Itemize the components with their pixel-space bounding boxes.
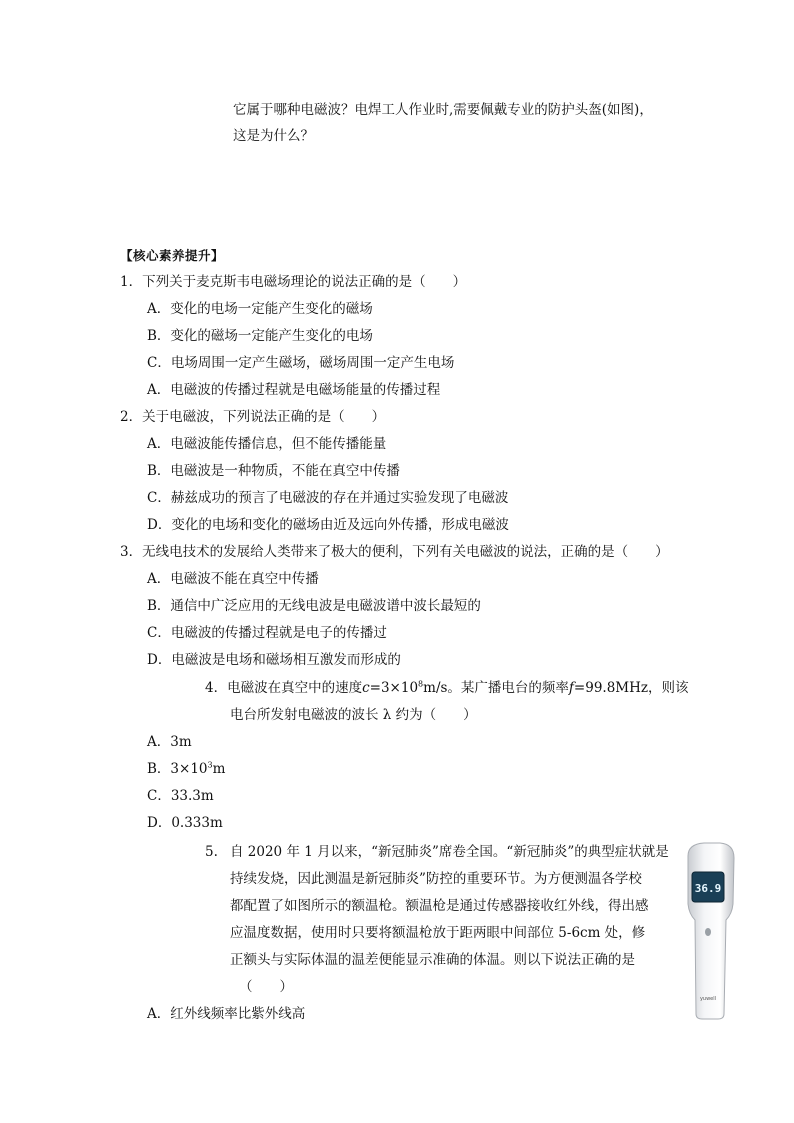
- question-4-stem-line-1: [205, 678, 689, 698]
- question-4-option-b-exp: 3: [207, 760, 213, 770]
- question-4-text-mid: m/s。某广播电台的频率: [423, 680, 569, 696]
- question-2-stem: 2．关于电磁波，下列说法正确的是（ ）: [120, 409, 386, 425]
- question-1-option-a: A．变化的电场一定能产生变化的磁场: [147, 301, 373, 317]
- question-4-eq1: =3×10: [369, 680, 419, 696]
- question-4-number: 4．: [205, 680, 228, 696]
- question-5-line-2: 持续发烧，因此测温是新冠肺炎”防控的重要环节。为方便测温各学校: [230, 871, 642, 887]
- question-2-option-d: D．变化的电场和变化的磁场由近及远向外传播，形成电磁波: [147, 517, 509, 533]
- question-5-line-4: 应温度数据，使用时只要将额温枪放于距两眼中间部位 5-6cm 处，修: [230, 925, 646, 941]
- question-3-stem: 3．无线电技术的发展给人类带来了极大的便利，下列有关电磁波的说法，正确的是（ ）: [120, 544, 669, 560]
- question-4-option-c: C．33.3m: [147, 788, 214, 804]
- question-3-option-c: C．电磁波的传播过程就是电子的传播过: [147, 625, 387, 641]
- intro-line-2: 这是为什么？: [233, 128, 314, 144]
- question-4-option-b: [147, 759, 225, 779]
- question-5-line-3: 都配置了如图所示的额温枪。额温枪是通过传感器接收红外线，得出感: [230, 898, 649, 914]
- symbol-f: f: [568, 680, 574, 696]
- question-2-option-c: C．赫兹成功的预言了电磁波的存在并通过实验发现了电磁波: [147, 490, 509, 506]
- question-3-option-a: A．电磁波不能在真空中传播: [147, 571, 319, 587]
- question-4-option-a: A．3m: [147, 734, 192, 750]
- intro-line-1: 它属于哪种电磁波？电焊工人作业时,需要佩戴专业的防护头盔(如图)，: [233, 102, 653, 118]
- question-2-option-b: B．电磁波是一种物质，不能在真空中传播: [147, 463, 400, 479]
- question-4-eq2: =99.8MHz，则该: [573, 680, 689, 696]
- thermometer-brand: yuwell: [699, 996, 717, 1002]
- question-2-option-a: A．电磁波能传播信息，但不能传播能量: [147, 436, 387, 452]
- thermometer-display: 36.9: [694, 882, 722, 895]
- question-4-option-b-post: m: [212, 761, 226, 777]
- question-1-option-c: C．电场周围一定产生磁场，磁场周围一定产生电场: [147, 355, 455, 371]
- question-3-option-b: B．通信中广泛应用的无线电波是电磁波谱中波长最短的: [147, 598, 481, 614]
- symbol-c: c: [362, 680, 370, 696]
- question-4-text-pre: 电磁波在真空中的速度: [227, 680, 363, 696]
- question-4-option-b-pre: B．3×10: [147, 761, 208, 777]
- question-1-option-b: B．变化的磁场一定能产生变化的电场: [147, 328, 373, 344]
- question-5-option-a: A．红外线频率比紫外线高: [147, 1006, 306, 1022]
- question-1-stem: 1．下列关于麦克斯韦电磁场理论的说法正确的是（ ）: [120, 274, 467, 290]
- question-4-stem-line-2: 电台所发射电磁波的波长 λ 约为（ ）: [230, 707, 477, 723]
- question-5-line-1: [205, 842, 669, 862]
- question-4-exp1: 8: [418, 679, 424, 689]
- question-5-number: 5.: [205, 844, 218, 860]
- question-5-text-1: 自 2020 年 1 月以来，“新冠肺炎”席卷全国。“新冠肺炎”的典型症状就是: [230, 844, 669, 860]
- forehead-thermometer-image: [684, 842, 736, 1020]
- question-3-option-d: D．电磁波是电场和磁场相互激发而形成的: [147, 652, 401, 668]
- section-title: 【核心素养提升】: [120, 248, 225, 263]
- question-5-line-5: 正额头与实际体温的温差便能显示准确的体温。则以下说法正确的是: [230, 952, 635, 968]
- question-1-option-d: A．电磁波的传播过程就是电磁场能量的传播过程: [147, 382, 441, 398]
- power-button-icon: [705, 928, 711, 936]
- question-5-line-6: （ ）: [239, 979, 293, 995]
- question-4-option-d: D．0.333m: [147, 815, 223, 831]
